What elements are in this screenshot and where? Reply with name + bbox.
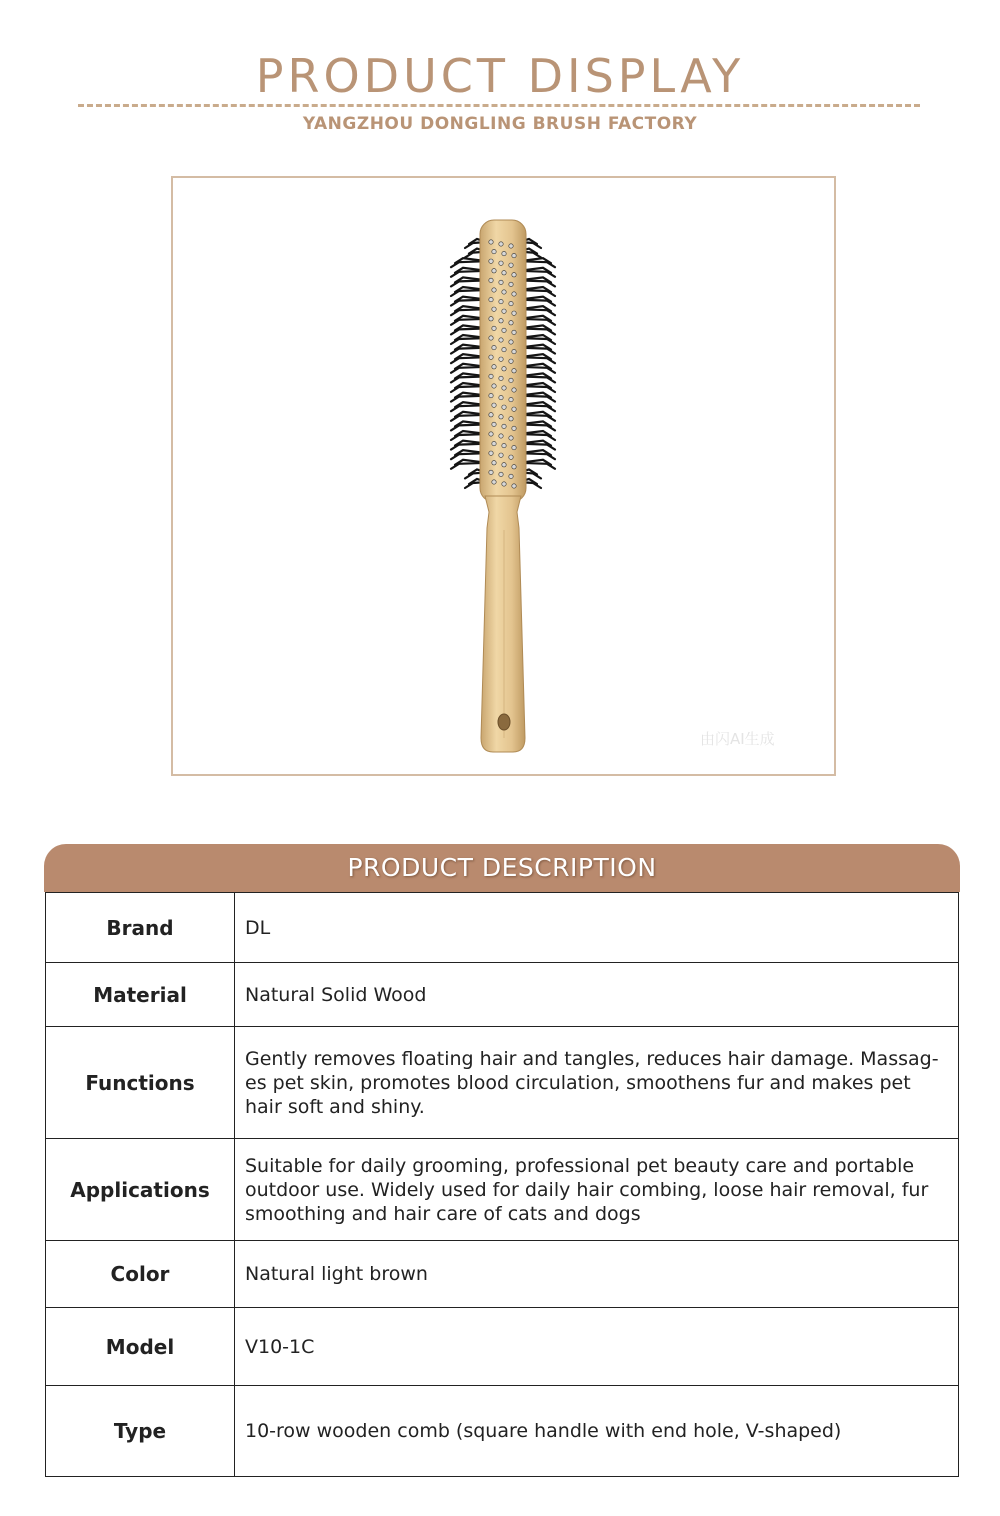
- spec-value-material: Natural Solid Wood: [235, 963, 959, 1027]
- spec-label-functions: Functions: [46, 1027, 235, 1139]
- spec-value-model: V10-1C: [235, 1308, 959, 1386]
- spec-value-brand: DL: [235, 893, 959, 963]
- table-row: [46, 1241, 959, 1308]
- spec-label-brand: Brand: [46, 893, 235, 963]
- product-brush-image: [173, 178, 834, 774]
- page-title: PRODUCT DISPLAY: [255, 49, 745, 103]
- spec-value-type: 10-row wooden comb (square handle with end hole, V-shaped): [235, 1386, 959, 1477]
- dashed-divider: [78, 104, 920, 107]
- table-row: [46, 1386, 959, 1477]
- company-subtitle: YANGZHOU DONGLING BRUSH FACTORY: [302, 114, 698, 134]
- table-row: [46, 1139, 959, 1241]
- product-description-header: PRODUCT DESCRIPTION: [44, 844, 960, 892]
- spec-value-color: Natural light brown: [235, 1241, 959, 1308]
- table-row: [46, 893, 959, 963]
- spec-label-color: Color: [46, 1241, 235, 1308]
- spec-label-model: Model: [46, 1308, 235, 1386]
- table-row: [46, 1308, 959, 1386]
- table-row: [46, 1027, 959, 1139]
- spec-label-material: Material: [46, 963, 235, 1027]
- spec-value-applications: Suitable for daily grooming, professional pet beauty care and portable outdoor use. Widely used for daily hair combing, loose hair removal, fur smoothing and hair care of cats and dogs: [235, 1139, 959, 1241]
- table-row: [46, 963, 959, 1027]
- watermark: 由闪AI生成: [700, 730, 775, 748]
- spec-value-functions: Gently removes floating hair and tangles, reduces hair damage. Massag-es pet skin, promotes blood circulation, smoothens fur and makes pet hair soft and shiny.: [235, 1027, 959, 1139]
- spec-label-applications: Applications: [46, 1139, 235, 1241]
- spec-table: [45, 892, 959, 1477]
- spec-label-type: Type: [46, 1386, 235, 1477]
- product-image-frame: [171, 176, 836, 776]
